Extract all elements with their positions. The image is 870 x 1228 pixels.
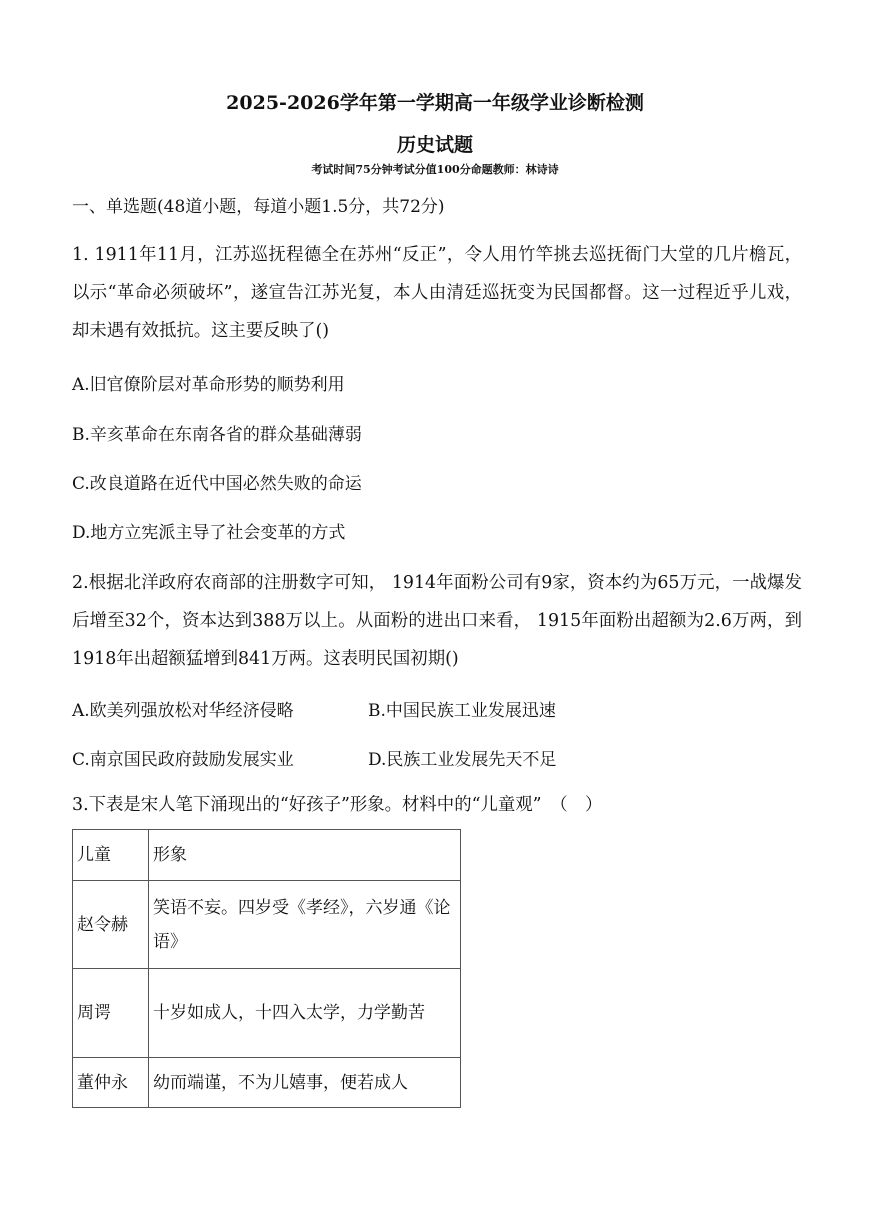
question-2-stem: 2.根据北洋政府农商部的注册数字可知， 1914年面粉公司有9家，资本约为65万元，一战爆发后增至32个，资本达到388万以上。从面粉的进出口来看， 1915年面粉出超额为2.6万两，到1918年出超额猛增到841万两。这表明民国初期() — [72, 573, 802, 669]
table-header-row — [73, 830, 461, 881]
table-row — [73, 969, 461, 1058]
question-1-stem: 1. 1911年11月，江苏巡抚程德全在苏州“反正”，令人用竹竿挑去巡抚衙门大堂的几片檐瓦，以示“革命必须破坏”，遂宣告江苏光复，本人由清廷巡抚变为民国都督。这一过程近乎儿戏，却未遇有效抵抗。这主要反映了() — [72, 245, 802, 341]
table-cell-name: 周谔 — [73, 969, 149, 1058]
exam-info: 考试时间75分钟考试分值100分命题教师：林诗诗 — [311, 163, 559, 176]
children-image-table — [72, 829, 461, 1108]
table-cell-name: 赵令赫 — [73, 881, 149, 969]
question-3-stem: 3.下表是宋人笔下涌现出的“好孩子”形象。材料中的“儿童观” （ ） — [72, 795, 603, 815]
exam-title: 2025-2026学年第一学期高一年级学业诊断检测 — [226, 92, 644, 114]
table-header-cell: 儿童 — [73, 830, 149, 881]
question-1-option-a: A.旧官僚阶层对革命形势的顺势利用 — [72, 375, 345, 395]
table-cell-name: 董仲永 — [73, 1058, 149, 1108]
question-1-option-c: C.改良道路在近代中国必然失败的命运 — [72, 474, 362, 494]
question-2-option-c: C.南京国民政府鼓励发展实业 — [72, 750, 294, 770]
subject-title: 历史试题 — [396, 134, 473, 156]
table-cell-description: 幼而端谨，不为儿嬉事，便若成人 — [149, 1058, 461, 1108]
question-2-option-d: D.民族工业发展先天不足 — [368, 750, 557, 770]
question-1-option-d: D.地方立宪派主导了社会变革的方式 — [72, 523, 346, 543]
question-2-option-b: B.中国民族工业发展迅速 — [368, 701, 556, 721]
table-row — [73, 881, 461, 969]
table-cell-description: 笑语不妄。四岁受《孝经》，六岁通《论语》 — [149, 881, 461, 969]
table-header-cell: 形象 — [149, 830, 461, 881]
table-cell-description: 十岁如成人，十四入太学，力学勤苦 — [149, 969, 461, 1058]
question-1-option-b: B.辛亥革命在东南各省的群众基础薄弱 — [72, 425, 362, 445]
question-2-option-a: A.欧美列强放松对华经济侵略 — [72, 701, 294, 721]
table-row — [73, 1058, 461, 1108]
section-heading: 一、单选题(48道小题，每道小题1.5分，共72分) — [72, 197, 445, 217]
